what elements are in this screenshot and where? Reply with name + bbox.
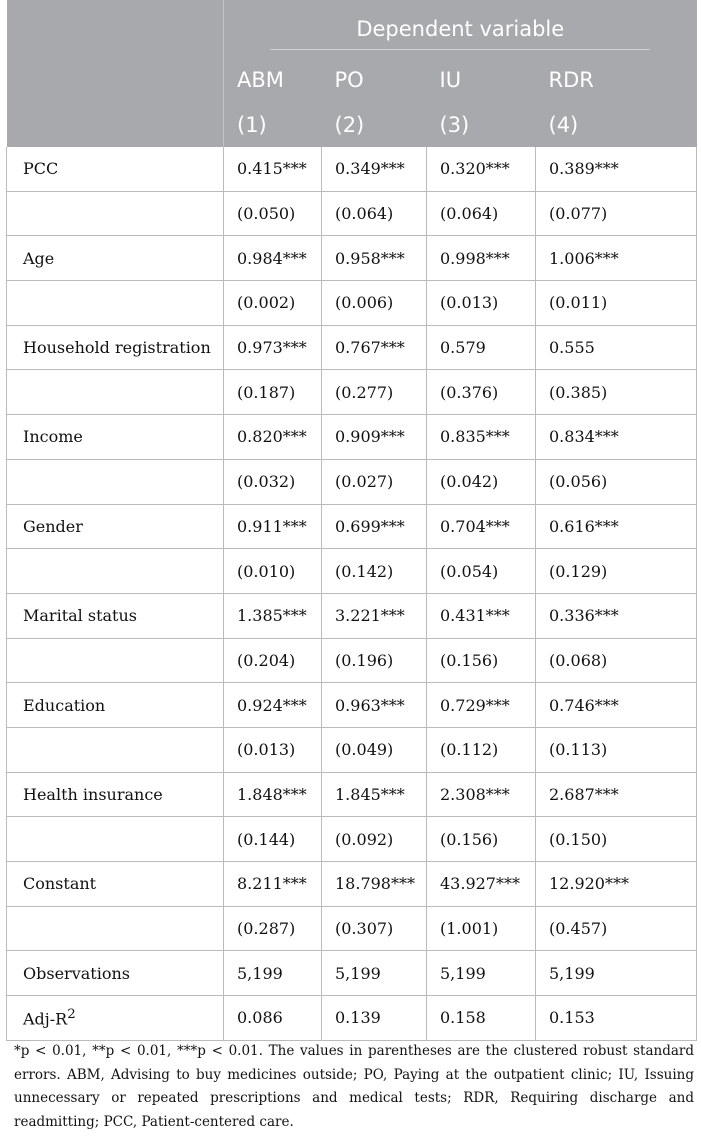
table-footnote: *p < 0.01, **p < 0.01, ***p < 0.01. The values in parentheses are the clustered robust standard errors. ABM, Advising to buy medicines outside; PO, Paying at the outpatient clinic; IU, Issuing unnecessary or repeated prescriptions and medical tests; RDR, Requiring discharge and readmitting; PCC, Patient-centered care. [14, 1043, 694, 1130]
cell-po: (0.027) [322, 459, 427, 504]
cell-iu: (0.013) [427, 281, 536, 326]
row-label [7, 638, 224, 683]
row-label-adj-r2: Adj-$R^2$ [7, 996, 224, 1041]
table-body [7, 147, 697, 1040]
cell-rdr: 0.153 [536, 996, 697, 1041]
cell-abm: (0.187) [224, 370, 322, 415]
cell-abm: 0.820*** [224, 415, 322, 460]
table-row-constant-se [7, 906, 697, 951]
cell-po: 3.221*** [322, 593, 427, 638]
cell-iu: (0.376) [427, 370, 536, 415]
cell-iu: (0.156) [427, 638, 536, 683]
cell-iu: 0.835*** [427, 415, 536, 460]
cell-rdr: 0.834*** [536, 415, 697, 460]
cell-iu: 0.704*** [427, 504, 536, 549]
column-number-3: (3) [427, 102, 536, 147]
column-header-po: PO [322, 57, 427, 102]
cell-abm: 0.086 [224, 996, 322, 1041]
table-row-household-registration [7, 325, 697, 370]
cell-iu: 2.308*** [427, 772, 536, 817]
cell-iu: (1.001) [427, 906, 536, 951]
row-label [7, 727, 224, 772]
cell-rdr: (0.011) [536, 281, 697, 326]
cell-rdr: 1.006*** [536, 236, 697, 281]
table-row-pcc [7, 147, 697, 191]
cell-iu: 5,199 [427, 951, 536, 996]
table-row-education-se [7, 727, 697, 772]
cell-abm: 8.211*** [224, 862, 322, 907]
table-row-income [7, 415, 697, 460]
cell-rdr: (0.385) [536, 370, 697, 415]
header-group-row [7, 0, 697, 57]
cell-abm: 0.973*** [224, 325, 322, 370]
regression-table [6, 0, 697, 1041]
row-label [7, 549, 224, 594]
table-row-household-registration-se [7, 370, 697, 415]
cell-po: (0.064) [322, 191, 427, 236]
row-label: Age [7, 236, 224, 281]
row-label: Observations [7, 951, 224, 996]
cell-iu: (0.156) [427, 817, 536, 862]
cell-iu: 0.729*** [427, 683, 536, 728]
column-number-4: (4) [536, 102, 697, 147]
table-row-marital-status-se [7, 638, 697, 683]
cell-rdr: (0.068) [536, 638, 697, 683]
cell-po: (0.092) [322, 817, 427, 862]
table-row-income-se [7, 459, 697, 504]
row-label: Education [7, 683, 224, 728]
table-row-health-insurance-se [7, 817, 697, 862]
row-label [7, 191, 224, 236]
table-row-constant [7, 862, 697, 907]
row-label [7, 459, 224, 504]
cell-abm: (0.010) [224, 549, 322, 594]
cell-iu: (0.042) [427, 459, 536, 504]
cell-abm: (0.287) [224, 906, 322, 951]
cell-po: (0.307) [322, 906, 427, 951]
row-label [7, 817, 224, 862]
cell-po: 0.767*** [322, 325, 427, 370]
cell-abm: 0.415*** [224, 147, 322, 191]
cell-abm: 0.911*** [224, 504, 322, 549]
column-header-iu: IU [427, 57, 536, 102]
table-row-age [7, 236, 697, 281]
row-label [7, 370, 224, 415]
table-row-gender-se [7, 549, 697, 594]
cell-iu: 0.158 [427, 996, 536, 1041]
cell-rdr: 0.555 [536, 325, 697, 370]
cell-iu: (0.112) [427, 727, 536, 772]
cell-abm: (0.144) [224, 817, 322, 862]
dependent-variable-header: Dependent variable [224, 0, 697, 57]
cell-iu: 0.431*** [427, 593, 536, 638]
column-number-1: (1) [224, 102, 322, 147]
cell-po: 0.958*** [322, 236, 427, 281]
cell-abm: 0.924*** [224, 683, 322, 728]
row-label: Gender [7, 504, 224, 549]
table-row-marital-status [7, 593, 697, 638]
cell-po: 0.139 [322, 996, 427, 1041]
row-label: Constant [7, 862, 224, 907]
cell-po: 1.845*** [322, 772, 427, 817]
cell-abm: 1.848*** [224, 772, 322, 817]
cell-po: 0.349*** [322, 147, 427, 191]
cell-rdr: (0.150) [536, 817, 697, 862]
table-header [7, 0, 697, 147]
cell-iu: 43.927*** [427, 862, 536, 907]
row-label: Income [7, 415, 224, 460]
cell-po: 5,199 [322, 951, 427, 996]
cell-po: 0.963*** [322, 683, 427, 728]
row-label [7, 906, 224, 951]
cell-rdr: 0.389*** [536, 147, 697, 191]
cell-rdr: (0.457) [536, 906, 697, 951]
cell-rdr: 0.746*** [536, 683, 697, 728]
superscript: 2 [67, 1007, 76, 1023]
cell-po: 0.909*** [322, 415, 427, 460]
row-label [7, 281, 224, 326]
cell-iu: (0.054) [427, 549, 536, 594]
table-row-pcc-se [7, 191, 697, 236]
table-row-observations [7, 951, 697, 996]
cell-po: 0.699*** [322, 504, 427, 549]
cell-po: (0.006) [322, 281, 427, 326]
table-row-adj-r2 [7, 996, 697, 1041]
cell-rdr: 0.616*** [536, 504, 697, 549]
column-header-abm: ABM [224, 57, 322, 102]
table-row-age-se [7, 281, 697, 326]
cell-rdr: 12.920*** [536, 862, 697, 907]
cell-iu: 0.579 [427, 325, 536, 370]
cell-abm: 0.984*** [224, 236, 322, 281]
row-label: Health insurance [7, 772, 224, 817]
header-stub [7, 0, 224, 147]
cell-iu: (0.064) [427, 191, 536, 236]
cell-abm: (0.204) [224, 638, 322, 683]
table-row-health-insurance [7, 772, 697, 817]
table-row-gender [7, 504, 697, 549]
cell-po: (0.196) [322, 638, 427, 683]
cell-rdr: 5,199 [536, 951, 697, 996]
cell-abm: 5,199 [224, 951, 322, 996]
cell-rdr: 2.687*** [536, 772, 697, 817]
cell-po: (0.277) [322, 370, 427, 415]
cell-abm: (0.002) [224, 281, 322, 326]
cell-rdr: (0.113) [536, 727, 697, 772]
row-label: Household registration [7, 325, 224, 370]
cell-iu: 0.998*** [427, 236, 536, 281]
row-label: Marital status [7, 593, 224, 638]
cell-rdr: 0.336*** [536, 593, 697, 638]
cell-abm: (0.032) [224, 459, 322, 504]
cell-rdr: (0.077) [536, 191, 697, 236]
table-row-education [7, 683, 697, 728]
cell-abm: 1.385*** [224, 593, 322, 638]
cell-po: (0.142) [322, 549, 427, 594]
column-number-2: (2) [322, 102, 427, 147]
cell-abm: (0.013) [224, 727, 322, 772]
cell-rdr: (0.056) [536, 459, 697, 504]
column-header-rdr: RDR [536, 57, 697, 102]
row-label: PCC [7, 147, 224, 191]
cell-rdr: (0.129) [536, 549, 697, 594]
cell-po: (0.049) [322, 727, 427, 772]
cell-po: 18.798*** [322, 862, 427, 907]
cell-iu: 0.320*** [427, 147, 536, 191]
cell-abm: (0.050) [224, 191, 322, 236]
